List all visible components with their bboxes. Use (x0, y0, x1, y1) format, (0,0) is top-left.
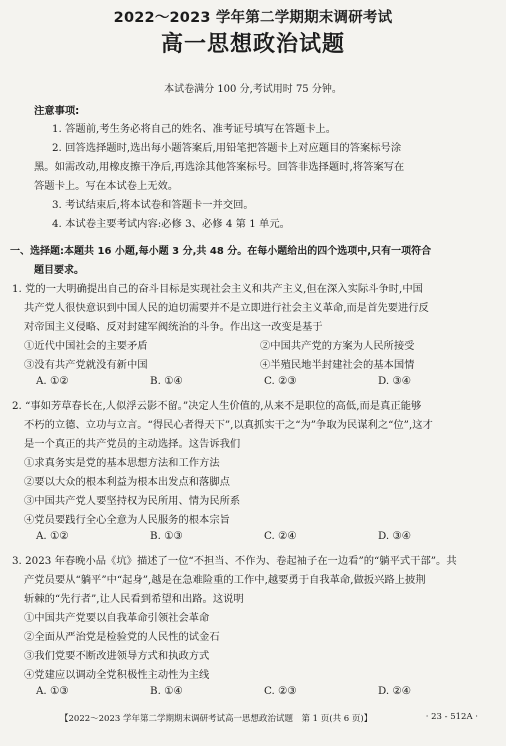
question-1-text: 共产党人很快意识到中国人民的迫切需要并不是立即进行社会主义革命,而是首先要进行反 (24, 302, 429, 314)
question-3-text: 3. 2023 年春晚小品《坑》描述了一位“不担当、不作为、卷起袖子在一边看”的“躺平式干部”。共 (12, 555, 457, 567)
question-1-option-c: C. ②③ (264, 375, 297, 387)
question-2-option-a: A. ①② (36, 530, 69, 542)
question-3-option-a: A. ①③ (36, 685, 69, 697)
question-1-option-a: A. ①② (36, 375, 69, 387)
question-1-item: ③没有共产党就没有新中国 (24, 359, 148, 371)
question-1-item: ②中国共产党的方案为人民所接受 (260, 340, 415, 352)
question-3-text: 产党员要从“躺平”中“起身”,越是在急难险重的工作中,越要勇于自我革命,做扳兴路上披荆 (24, 574, 426, 586)
section-heading: 一、选择题:本题共 16 小题,每小题 3 分,共 48 分。在每小题给出的四个选项中,只有一项符合 (10, 246, 432, 257)
notice-line: 4. 本试卷主要考试内容:必修 3、必修 4 第 1 单元。 (52, 218, 290, 230)
question-2-text: 不朽的立德、立功与立言。“得民心者得天下”,以真抓实干之“为”争取为民谋利之“位”,这才 (24, 419, 433, 431)
question-2-option-d: D. ③④ (378, 530, 411, 542)
section-heading-cont: 题目要求。 (34, 265, 84, 276)
question-3-option-c: C. ②③ (264, 685, 297, 697)
footer-code: · 23 - 512A · (425, 712, 478, 722)
page-footer (0, 708, 506, 730)
exam-title: 2022～2023 学年第二学期期末调研考试 (113, 10, 393, 26)
question-2-item: ①求真务实是党的基本思想方法和工作方法 (24, 457, 220, 469)
notice-line: 3. 考试结束后,将本试卷和答题卡一并交回。 (52, 199, 254, 211)
question-1-text: 1. 党的一大明确提出自己的奋斗目标是实现社会主义和共产主义,但在深入实际斗争时,中国 (12, 283, 423, 295)
subject-title: 高一思想政治试题 (160, 32, 345, 57)
question-2-text: 2. “事如芳草春长在,人似浮云影不留。”决定人生价值的,从来不是职位的高低,而是真正能够 (12, 400, 422, 412)
question-3-item: ①中国共产党要以自我革命引领社会革命 (24, 612, 210, 624)
question-1-text: 对帝国主义侵略、反对封建军阀统治的斗争。作出这一改变是基于 (24, 321, 323, 333)
question-1-option-b: B. ①④ (150, 375, 183, 387)
notice-line: 2. 回答选择题时,选出每小题答案后,用铅笔把答题卡上对应题目的答案标号涂 (52, 142, 402, 154)
question-1-item: ④半殖民地半封建社会的基本国情 (260, 359, 415, 371)
question-2-text: 是一个真正的共产党员的主动选择。这告诉我们 (24, 438, 241, 450)
question-2-option-b: B. ①③ (150, 530, 183, 542)
question-1-item: ①近代中国社会的主要矛盾 (24, 340, 148, 352)
question-2-item: ④党员要践行全心全意为人民服务的根本宗旨 (24, 514, 230, 526)
footer-text: 【2022～2023 学年第二学期期末调研考试高一思想政治试题 第 1 页(共 6 页)】 (60, 714, 373, 724)
exam-meta: 本试卷满分 100 分,考试用时 75 分钟。 (164, 84, 342, 95)
question-2-item: ②要以大众的根本利益为根本出发点和落脚点 (24, 476, 230, 488)
question-3-item: ②全面从严治党是检验党的人民性的试金石 (24, 631, 220, 643)
question-2-item: ③中国共产党人要坚持权为民所用、情为民所系 (24, 495, 241, 507)
question-3-text: 斩棘的“先行者”,让人民看到希望和出路。这说明 (24, 593, 244, 605)
notice-line: 黑。如需改动,用橡皮擦干净后,再选涂其他答案标号。回答非选择题时,将答案写在 (34, 161, 405, 173)
notice-title: 注意事项: (34, 105, 80, 117)
question-2-option-c: C. ②④ (264, 530, 297, 542)
notice-line: 1. 答题前,考生务必将自己的姓名、准考证号填写在答题卡上。 (52, 123, 337, 135)
question-3-option-b: B. ①④ (150, 685, 183, 697)
question-1-option-d: D. ③④ (378, 375, 411, 387)
question-3-item: ④党建应以调动全党积极性主动性为主线 (24, 669, 210, 681)
question-3-item: ③我们党要不断改进领导方式和执政方式 (24, 650, 210, 662)
question-3-option-d: D. ②④ (378, 685, 411, 697)
notice-line: 答题卡上。写在本试卷上无效。 (34, 180, 179, 192)
